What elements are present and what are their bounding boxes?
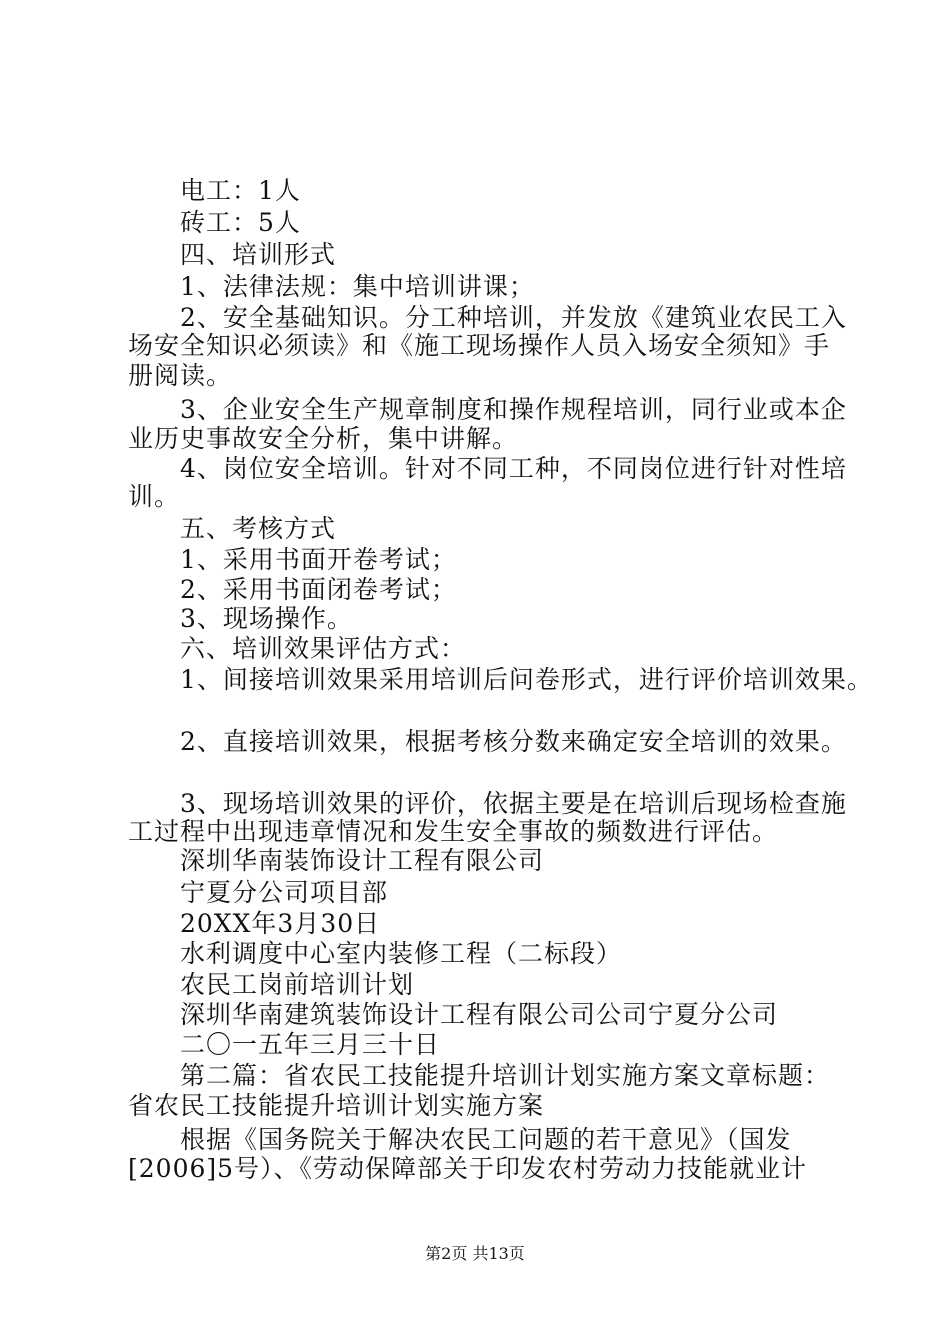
section-heading: 六、培训效果评估方式： (180, 634, 467, 663)
text-line: 册阅读。 (128, 361, 233, 390)
section-heading: 四、培训形式 (180, 240, 337, 269)
text-line: 电工：1人 (180, 176, 301, 205)
company-name: 深圳华南装饰设计工程有限公司 (180, 846, 545, 875)
text-line: 训。 (128, 482, 181, 511)
plan-title: 农民工岗前培训计划 (180, 970, 415, 999)
text-line: 3、现场操作。 (180, 604, 353, 633)
section-heading: 五、考核方式 (180, 514, 337, 543)
text-line: 1、法律法规：集中培训讲课； (180, 272, 535, 301)
company-name: 深圳华南建筑装饰设计工程有限公司公司宁夏分公司 (180, 1000, 779, 1029)
department-name: 宁夏分公司项目部 (180, 878, 389, 907)
text-line: 1、间接培训效果采用培训后问卷形式，进行评价培训效果。 (180, 665, 873, 694)
page-footer: 第2页 共13页 (425, 1244, 525, 1263)
text-line: 根据《国务院关于解决农民工问题的若干意见》（国发 (180, 1125, 792, 1154)
text-line: 场安全知识必须读》和《施工现场操作人员入场安全须知》手 (128, 331, 831, 360)
project-name: 水利调度中心室内装修工程（二标段） (180, 939, 623, 968)
text-line: 2、直接培训效果，根据考核分数来确定安全培训的效果。 (180, 727, 847, 756)
chapter-heading: 第二篇：省农民工技能提升培训计划实施方案文章标题： (180, 1061, 831, 1090)
date-line: 20XX年3月30日 (180, 909, 381, 938)
text-line: [2006]5号）、《劳动保障部关于印发农村劳动力技能就业计 (128, 1154, 808, 1183)
text-line: 业历史事故安全分析，集中讲解。 (128, 424, 519, 453)
text-line: 2、采用书面闭卷考试； (180, 575, 457, 604)
text-line: 砖工：5人 (180, 208, 301, 237)
text-line: 3、现场培训效果的评价，依据主要是在培训后现场检查施 (180, 789, 847, 818)
text-line: 1、采用书面开卷考试； (180, 545, 457, 574)
date-line: 二〇一五年三月三十日 (180, 1030, 441, 1059)
text-line: 工过程中出现违章情况和发生安全事故的频数进行评估。 (128, 817, 779, 846)
text-line: 3、企业安全生产规章制度和操作规程培训，同行业或本企 (180, 395, 847, 424)
text-line: 2、安全基础知识。分工种培训，并发放《建筑业农民工入 (180, 303, 847, 332)
text-line: 4、岗位安全培训。针对不同工种，不同岗位进行针对性培 (180, 454, 847, 483)
chapter-heading: 省农民工技能提升培训计划实施方案 (128, 1091, 545, 1120)
